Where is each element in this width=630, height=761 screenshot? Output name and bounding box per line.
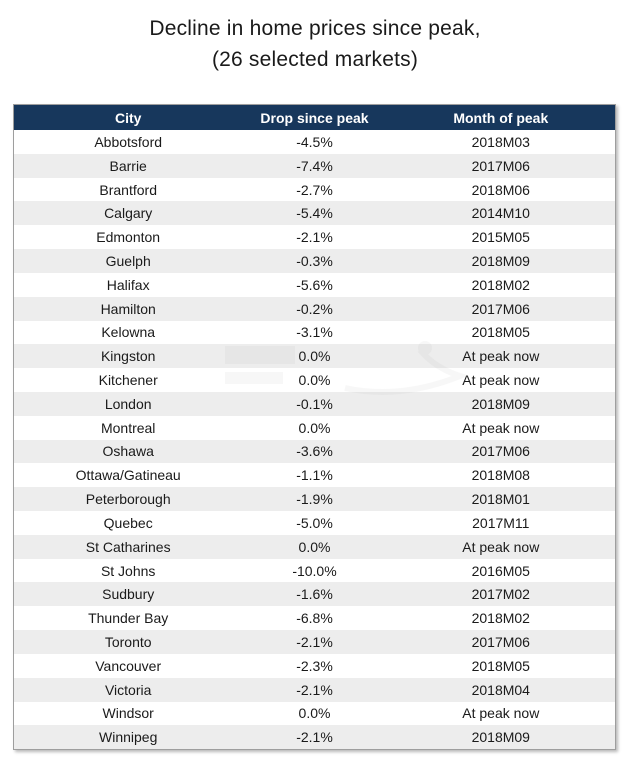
table-row: [14, 178, 615, 202]
month-of-peak-cell: 2015M05: [471, 229, 530, 246]
table-row: [14, 154, 615, 178]
drop-since-peak-cell: -0.2%: [296, 300, 333, 317]
month-of-peak-cell: 2018M02: [471, 276, 530, 293]
table-row: [14, 463, 615, 487]
table-row: [14, 582, 615, 606]
table-row: [14, 725, 615, 749]
city-cell: St Catharines: [85, 538, 171, 555]
month-of-peak-cell: 2017M06: [471, 443, 530, 460]
city-cell: St Johns: [100, 562, 156, 579]
column-header-drop-since-peak: Drop since peak: [260, 109, 369, 126]
city-cell: Windsor: [102, 705, 154, 722]
chart-title: [0, 13, 630, 75]
city-cell: Abbotsford: [94, 133, 163, 150]
column-header-month-of-peak: Month of peak: [453, 109, 549, 126]
table-row: [14, 368, 615, 392]
drop-since-peak-cell: -5.0%: [296, 514, 333, 531]
drop-since-peak-cell: 0.0%: [298, 419, 331, 436]
table-row: [14, 392, 615, 416]
city-cell: Barrie: [109, 157, 147, 174]
drop-since-peak-cell: -1.9%: [296, 491, 333, 508]
month-of-peak-cell: At peak now: [462, 705, 540, 722]
city-cell: Oshawa: [102, 443, 154, 460]
city-cell: Toronto: [104, 633, 152, 650]
month-of-peak-cell: 2014M10: [471, 205, 530, 222]
table-row: [14, 678, 615, 702]
drop-since-peak-cell: -5.6%: [296, 276, 333, 293]
city-cell: Montreal: [100, 419, 156, 436]
month-of-peak-cell: 2018M06: [471, 181, 530, 198]
drop-since-peak-cell: -0.3%: [296, 252, 333, 269]
month-of-peak-cell: 2017M02: [471, 586, 530, 603]
table-row: [14, 654, 615, 678]
city-cell: Kelowna: [101, 324, 156, 341]
month-of-peak-cell: At peak now: [462, 372, 540, 389]
table-row: [14, 702, 615, 726]
month-of-peak-cell: 2017M06: [471, 633, 530, 650]
drop-since-peak-cell: 0.0%: [298, 705, 331, 722]
drop-since-peak-cell: 0.0%: [298, 372, 331, 389]
drop-since-peak-cell: -2.1%: [296, 729, 333, 746]
table-row: [14, 487, 615, 511]
month-of-peak-cell: 2018M09: [471, 729, 530, 746]
city-cell: Quebec: [103, 514, 153, 531]
month-of-peak-cell: 2018M09: [471, 395, 530, 412]
city-cell: Thunder Bay: [88, 610, 169, 627]
month-of-peak-cell: 2017M06: [471, 157, 530, 174]
table-row: [14, 225, 615, 249]
city-cell: Calgary: [104, 205, 153, 222]
month-of-peak-cell: 2018M01: [471, 491, 530, 508]
city-cell: Kitchener: [98, 372, 158, 389]
table-row: [14, 630, 615, 654]
city-cell: Hamilton: [100, 300, 156, 317]
city-cell: Brantford: [99, 181, 157, 198]
drop-since-peak-cell: 0.0%: [298, 538, 331, 555]
city-cell: Edmonton: [96, 229, 161, 246]
table-row: [14, 249, 615, 273]
month-of-peak-cell: 2018M04: [471, 681, 530, 698]
drop-since-peak-cell: -10.0%: [292, 562, 337, 579]
drop-since-peak-cell: -7.4%: [296, 157, 333, 174]
drop-since-peak-cell: 0.0%: [298, 348, 331, 365]
month-of-peak-cell: 2018M05: [471, 324, 530, 341]
drop-since-peak-cell: -3.1%: [296, 324, 333, 341]
month-of-peak-cell: 2018M08: [471, 467, 530, 484]
table-row: [14, 130, 615, 154]
month-of-peak-cell: 2018M02: [471, 610, 530, 627]
drop-since-peak-cell: -1.6%: [296, 586, 333, 603]
month-of-peak-cell: 2018M09: [471, 252, 530, 269]
table-body: [14, 130, 615, 749]
month-of-peak-cell: 2018M05: [471, 657, 530, 674]
home-prices-table: [13, 104, 616, 750]
city-cell: London: [104, 395, 152, 412]
drop-since-peak-cell: -2.7%: [296, 181, 333, 198]
city-cell: Victoria: [104, 681, 152, 698]
drop-since-peak-cell: -2.1%: [296, 681, 333, 698]
drop-since-peak-cell: -3.6%: [296, 443, 333, 460]
table-row: [14, 344, 615, 368]
city-cell: Winnipeg: [99, 729, 158, 746]
table-row: [14, 297, 615, 321]
city-cell: Peterborough: [85, 491, 171, 508]
chart-title-line2: (26 selected markets): [211, 48, 419, 71]
month-of-peak-cell: 2016M05: [471, 562, 530, 579]
table-row: [14, 606, 615, 630]
city-cell: Ottawa/Gatineau: [75, 467, 181, 484]
drop-since-peak-cell: -2.1%: [296, 229, 333, 246]
drop-since-peak-cell: -2.1%: [296, 633, 333, 650]
month-of-peak-cell: At peak now: [462, 419, 540, 436]
drop-since-peak-cell: -4.5%: [296, 133, 333, 150]
month-of-peak-cell: At peak now: [462, 538, 540, 555]
city-cell: Kingston: [100, 348, 156, 365]
city-cell: Sudbury: [102, 586, 155, 603]
table-header-row: [14, 105, 615, 130]
table-row: [14, 416, 615, 440]
city-cell: Guelph: [105, 252, 151, 269]
drop-since-peak-cell: -0.1%: [296, 395, 333, 412]
month-of-peak-cell: 2018M03: [471, 133, 530, 150]
month-of-peak-cell: At peak now: [462, 348, 540, 365]
table-row: [14, 321, 615, 345]
column-header-city: City: [114, 109, 142, 126]
drop-since-peak-cell: -1.1%: [296, 467, 333, 484]
table-row: [14, 559, 615, 583]
table-row: [14, 511, 615, 535]
drop-since-peak-cell: -2.3%: [296, 657, 333, 674]
table-row: [14, 201, 615, 225]
table-row: [14, 440, 615, 464]
table-row: [14, 273, 615, 297]
city-cell: Vancouver: [95, 657, 162, 674]
drop-since-peak-cell: -5.4%: [296, 205, 333, 222]
city-cell: Halifax: [106, 276, 150, 293]
chart-title-line1: Decline in home prices since peak,: [149, 17, 481, 40]
month-of-peak-cell: 2017M11: [472, 514, 530, 531]
drop-since-peak-cell: -6.8%: [296, 610, 333, 627]
table-row: [14, 535, 615, 559]
month-of-peak-cell: 2017M06: [471, 300, 530, 317]
